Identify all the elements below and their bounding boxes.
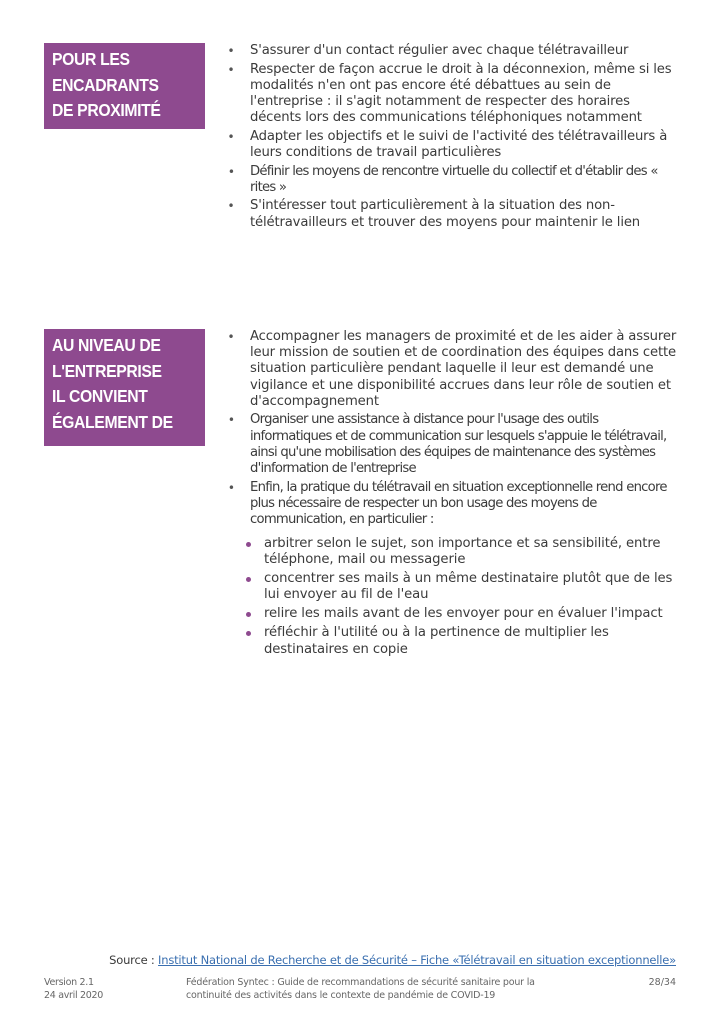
sublist-item: relire les mails avant de les envoyer pour en évaluer l'impact bbox=[244, 606, 684, 622]
list-item: • S'intéresser tout particulièrement à la situation des non-télétravailleurs et trouver des moyens pour maintenir le lien bbox=[227, 198, 641, 230]
list-item: • Définir les moyens de rencontre virtuelle du collectif et d'établir des « rites » bbox=[227, 163, 658, 195]
purple-dot-icon bbox=[246, 631, 251, 636]
list-item: • Enfin, la pratique du télétravail en situation exceptionnelle rend encore plus nécessaire de respecter un bon usage des moyens de communication, en particulier : bbox=[227, 479, 667, 528]
tag-line: DE PROXIMITÉ bbox=[52, 100, 161, 120]
tag-line: POUR LES bbox=[52, 49, 130, 69]
source-link[interactable]: Institut National de Recherche et de Sécurité – Fiche «Télétravail en situation exceptionnelle» bbox=[158, 953, 676, 967]
bullet-icon: • bbox=[227, 44, 235, 58]
bullet-icon: • bbox=[227, 199, 235, 214]
bullet-icon: • bbox=[227, 480, 235, 495]
sublist-item: arbitrer selon le sujet, son importance et sa sensibilité, entre téléphone, mail ou messagerie bbox=[244, 536, 684, 568]
bullet-icon: • bbox=[227, 330, 235, 344]
tag-line: IL CONVIENT bbox=[52, 386, 148, 406]
footer-title-line: Fédération Syntec : Guide de recommandations de sécurité sanitaire pour la bbox=[186, 977, 535, 988]
footer-version bbox=[44, 977, 103, 1002]
source-citation bbox=[109, 953, 676, 967]
purple-dot-icon bbox=[246, 612, 251, 617]
section-tag-entreprise bbox=[44, 329, 205, 446]
tag-line: ÉGALEMENT DE bbox=[52, 411, 173, 432]
sublist-item: réfléchir à l'utilité ou à la pertinence de multiplier les destinataires en copie bbox=[244, 625, 684, 657]
list-item: • Adapter les objectifs et le suivi de l'activité des télétravailleurs à leurs conditions de travail particulières bbox=[227, 128, 668, 160]
list-item: • S'assurer d'un contact régulier avec chaque télétravailleur bbox=[227, 43, 629, 58]
bullet-icon: • bbox=[227, 129, 235, 144]
sublist-item: concentrer ses mails à un même destinataire plutôt que de les lui envoyer au fil de l'eau bbox=[244, 571, 684, 603]
tag-line: ENCADRANTS bbox=[52, 74, 159, 95]
list-item: • Organiser une assistance à distance pour l'usage des outils informatiques et de communication sur lesquels s'appuie le télétravail, ainsi qu'une mobilisation des équipes de maintenance des systèmes d'information de l'entreprise bbox=[227, 412, 667, 477]
page-number: 28/34 bbox=[648, 977, 676, 988]
footer-title-line: continuité des activités dans le contexte de pandémie de COVID-19 bbox=[186, 989, 496, 1001]
tag-line: AU NIVEAU DE bbox=[52, 335, 161, 355]
version-text: Version 2.1 bbox=[44, 977, 94, 988]
entreprise-list bbox=[226, 329, 681, 531]
bullet-icon: • bbox=[227, 413, 235, 428]
list-item: • Accompagner les managers de proximité et de les aider à assurer leur mission de soutien et de coordination des équipes dans cette situation particulière pendant laquelle il leur est demandé une vigilance et une disponibilité accrues dans leur rôle de soutien et d'accompagnement bbox=[227, 329, 677, 409]
purple-dot-icon bbox=[246, 577, 251, 582]
footer-title bbox=[186, 977, 535, 1002]
purple-dot-icon bbox=[246, 542, 251, 547]
source-label: Source : bbox=[109, 953, 159, 967]
bullet-icon: • bbox=[227, 164, 235, 179]
date-text: 24 avril 2020 bbox=[44, 989, 104, 1001]
encadrants-list bbox=[226, 43, 681, 233]
section-tag-encadrants bbox=[44, 43, 205, 129]
communication-sublist bbox=[244, 536, 684, 661]
bullet-icon: • bbox=[227, 62, 235, 77]
list-item: • Respecter de façon accrue le droit à la déconnexion, même si les modalités n'en ont pas encore été débattues au sein de l'entreprise : il s'agit notamment de respecter des horaires décents lors des communications téléphoniques notamment bbox=[227, 61, 672, 126]
tag-line: L'ENTREPRISE bbox=[52, 360, 162, 381]
